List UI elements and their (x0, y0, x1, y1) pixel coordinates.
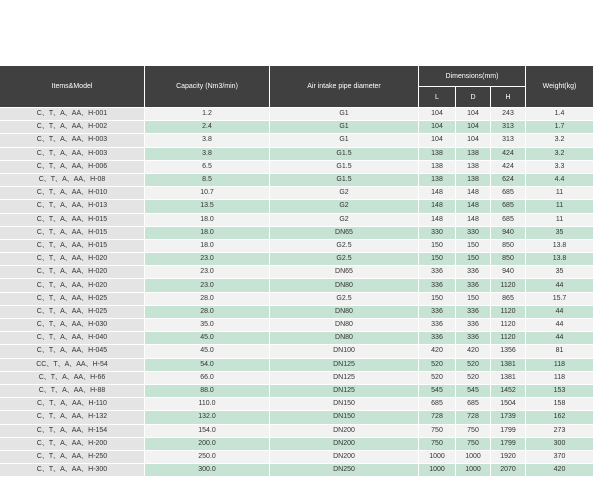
dim-l-cell: 1000 (419, 451, 456, 464)
dim-l-cell: 150 (419, 240, 456, 253)
dim-d-cell: 150 (456, 293, 491, 306)
weight-cell: 11 (526, 200, 594, 213)
dim-d-cell: 150 (456, 240, 491, 253)
dim-l-cell: 520 (419, 372, 456, 385)
capacity-cell: 45.0 (145, 345, 270, 358)
weight-cell: 118 (526, 372, 594, 385)
model-cell: C、T、A、AA、H-020 (0, 279, 145, 292)
spec-table (0, 66, 594, 477)
table-row (0, 227, 594, 240)
dim-d-cell: 104 (456, 108, 491, 121)
dim-h-cell: 424 (491, 161, 526, 174)
dim-d-cell: 336 (456, 266, 491, 279)
table-row (0, 187, 594, 200)
model-cell: C、T、A、AA、H-025 (0, 293, 145, 306)
capacity-cell: 8.5 (145, 174, 270, 187)
dim-d-cell: 520 (456, 372, 491, 385)
dim-h-cell: 313 (491, 121, 526, 134)
capacity-cell: 200.0 (145, 438, 270, 451)
weight-cell: 3.2 (526, 148, 594, 161)
dim-l-cell: 138 (419, 148, 456, 161)
pipe-diameter-cell: DN100 (270, 345, 419, 358)
weight-cell: 44 (526, 332, 594, 345)
pipe-diameter-cell: DN65 (270, 227, 419, 240)
pipe-diameter-cell: DN65 (270, 266, 419, 279)
capacity-cell: 54.0 (145, 359, 270, 372)
table-row (0, 266, 594, 279)
capacity-cell: 18.0 (145, 214, 270, 227)
dim-l-cell: 330 (419, 227, 456, 240)
pipe-diameter-cell: DN80 (270, 319, 419, 332)
table-row (0, 174, 594, 187)
table-row (0, 279, 594, 292)
model-cell: C、T、A、AA、H-015 (0, 227, 145, 240)
weight-cell: 11 (526, 187, 594, 200)
header-items-model: Items&Model (0, 66, 145, 108)
dim-h-cell: 1452 (491, 385, 526, 398)
dim-l-cell: 336 (419, 319, 456, 332)
table-row (0, 306, 594, 319)
dim-h-cell: 1356 (491, 345, 526, 358)
spec-table-container (0, 66, 594, 477)
capacity-cell: 2.4 (145, 121, 270, 134)
dim-l-cell: 545 (419, 385, 456, 398)
pipe-diameter-cell: G1.5 (270, 174, 419, 187)
dim-d-cell: 138 (456, 174, 491, 187)
dim-d-cell: 336 (456, 279, 491, 292)
model-cell: C、T、A、AA、H-08 (0, 174, 145, 187)
dim-h-cell: 1381 (491, 359, 526, 372)
dim-l-cell: 520 (419, 359, 456, 372)
dim-d-cell: 148 (456, 200, 491, 213)
model-cell: C、T、A、AA、H-002 (0, 121, 145, 134)
model-cell: C、T、A、AA、H-132 (0, 411, 145, 424)
capacity-cell: 6.5 (145, 161, 270, 174)
weight-cell: 13.8 (526, 253, 594, 266)
weight-cell: 35 (526, 227, 594, 240)
dim-h-cell: 685 (491, 200, 526, 213)
table-row (0, 214, 594, 227)
pipe-diameter-cell: DN80 (270, 279, 419, 292)
weight-cell: 4.4 (526, 174, 594, 187)
model-cell: C、T、A、AA、H-006 (0, 161, 145, 174)
dim-d-cell: 728 (456, 411, 491, 424)
weight-cell: 11 (526, 214, 594, 227)
table-row (0, 253, 594, 266)
pipe-diameter-cell: G2 (270, 214, 419, 227)
table-row (0, 332, 594, 345)
dim-h-cell: 1799 (491, 425, 526, 438)
table-row (0, 372, 594, 385)
model-cell: C、T、A、AA、H-030 (0, 319, 145, 332)
pipe-diameter-cell: DN200 (270, 425, 419, 438)
dim-d-cell: 545 (456, 385, 491, 398)
model-cell: C、T、A、AA、H-040 (0, 332, 145, 345)
capacity-cell: 66.0 (145, 372, 270, 385)
model-cell: C、T、A、AA、H-015 (0, 240, 145, 253)
dim-l-cell: 750 (419, 425, 456, 438)
model-cell: C、T、A、AA、H-154 (0, 425, 145, 438)
table-row (0, 345, 594, 358)
dim-d-cell: 750 (456, 438, 491, 451)
capacity-cell: 23.0 (145, 266, 270, 279)
dim-l-cell: 336 (419, 279, 456, 292)
dim-l-cell: 148 (419, 187, 456, 200)
capacity-cell: 110.0 (145, 398, 270, 411)
dim-d-cell: 148 (456, 214, 491, 227)
dim-h-cell: 850 (491, 253, 526, 266)
model-cell: CC、T、A、AA、H-54 (0, 359, 145, 372)
capacity-cell: 23.0 (145, 253, 270, 266)
table-row (0, 108, 594, 121)
pipe-diameter-cell: DN125 (270, 359, 419, 372)
dim-d-cell: 336 (456, 306, 491, 319)
dim-h-cell: 940 (491, 266, 526, 279)
dim-l-cell: 336 (419, 306, 456, 319)
dim-d-cell: 1000 (456, 464, 491, 477)
dim-l-cell: 104 (419, 121, 456, 134)
model-cell: C、T、A、AA、H-200 (0, 438, 145, 451)
dim-l-cell: 104 (419, 108, 456, 121)
pipe-diameter-cell: G1.5 (270, 161, 419, 174)
model-cell: C、T、A、AA、H-003 (0, 148, 145, 161)
table-row (0, 148, 594, 161)
weight-cell: 300 (526, 438, 594, 451)
model-cell: C、T、A、AA、H-045 (0, 345, 145, 358)
dim-l-cell: 148 (419, 214, 456, 227)
dim-d-cell: 104 (456, 134, 491, 147)
table-row (0, 161, 594, 174)
weight-cell: 81 (526, 345, 594, 358)
model-cell: C、T、A、AA、H-015 (0, 214, 145, 227)
pipe-diameter-cell: DN125 (270, 385, 419, 398)
weight-cell: 162 (526, 411, 594, 424)
capacity-cell: 28.0 (145, 306, 270, 319)
dim-h-cell: 1739 (491, 411, 526, 424)
dim-l-cell: 420 (419, 345, 456, 358)
pipe-diameter-cell: G2.5 (270, 240, 419, 253)
table-row (0, 464, 594, 477)
weight-cell: 1.4 (526, 108, 594, 121)
dim-d-cell: 1000 (456, 451, 491, 464)
weight-cell: 44 (526, 319, 594, 332)
table-row (0, 398, 594, 411)
capacity-cell: 132.0 (145, 411, 270, 424)
model-cell: C、T、A、AA、H-300 (0, 464, 145, 477)
dim-h-cell: 850 (491, 240, 526, 253)
dim-l-cell: 150 (419, 293, 456, 306)
capacity-cell: 154.0 (145, 425, 270, 438)
weight-cell: 3.2 (526, 134, 594, 147)
dim-h-cell: 1504 (491, 398, 526, 411)
dim-h-cell: 243 (491, 108, 526, 121)
model-cell: C、T、A、AA、H-010 (0, 187, 145, 200)
dim-h-cell: 940 (491, 227, 526, 240)
header-dimensions: Dimensions(mm) (419, 66, 526, 87)
table-row (0, 240, 594, 253)
pipe-diameter-cell: G2.5 (270, 293, 419, 306)
table-row (0, 385, 594, 398)
header-air-intake: Air intake pipe diameter (270, 66, 419, 108)
weight-cell: 153 (526, 385, 594, 398)
dim-h-cell: 1120 (491, 332, 526, 345)
dim-h-cell: 1120 (491, 279, 526, 292)
dim-d-cell: 104 (456, 121, 491, 134)
weight-cell: 44 (526, 306, 594, 319)
dim-l-cell: 138 (419, 174, 456, 187)
table-row (0, 359, 594, 372)
dim-l-cell: 336 (419, 332, 456, 345)
dim-h-cell: 1120 (491, 306, 526, 319)
capacity-cell: 300.0 (145, 464, 270, 477)
capacity-cell: 10.7 (145, 187, 270, 200)
weight-cell: 273 (526, 425, 594, 438)
capacity-cell: 28.0 (145, 293, 270, 306)
dim-d-cell: 336 (456, 319, 491, 332)
header-row-1 (0, 66, 594, 87)
dim-h-cell: 1920 (491, 451, 526, 464)
pipe-diameter-cell: DN80 (270, 306, 419, 319)
weight-cell: 3.3 (526, 161, 594, 174)
capacity-cell: 1.2 (145, 108, 270, 121)
weight-cell: 1.7 (526, 121, 594, 134)
dim-h-cell: 1120 (491, 319, 526, 332)
dim-d-cell: 336 (456, 332, 491, 345)
dim-d-cell: 148 (456, 187, 491, 200)
dim-d-cell: 750 (456, 425, 491, 438)
dim-d-cell: 330 (456, 227, 491, 240)
pipe-diameter-cell: G1 (270, 108, 419, 121)
table-row (0, 411, 594, 424)
capacity-cell: 88.0 (145, 385, 270, 398)
dim-h-cell: 1381 (491, 372, 526, 385)
dim-d-cell: 150 (456, 253, 491, 266)
dim-l-cell: 104 (419, 134, 456, 147)
pipe-diameter-cell: G2 (270, 187, 419, 200)
weight-cell: 15.7 (526, 293, 594, 306)
model-cell: C、T、A、AA、H-250 (0, 451, 145, 464)
dim-d-cell: 138 (456, 161, 491, 174)
pipe-diameter-cell: G1.5 (270, 148, 419, 161)
table-row (0, 425, 594, 438)
model-cell: C、T、A、AA、H-110 (0, 398, 145, 411)
model-cell: C、T、A、AA、H-001 (0, 108, 145, 121)
weight-cell: 420 (526, 464, 594, 477)
dim-d-cell: 420 (456, 345, 491, 358)
dim-d-cell: 138 (456, 148, 491, 161)
weight-cell: 118 (526, 359, 594, 372)
capacity-cell: 35.0 (145, 319, 270, 332)
table-row (0, 200, 594, 213)
capacity-cell: 23.0 (145, 279, 270, 292)
dim-d-cell: 520 (456, 359, 491, 372)
pipe-diameter-cell: DN150 (270, 398, 419, 411)
pipe-diameter-cell: G2.5 (270, 253, 419, 266)
model-cell: C、T、A、AA、H-020 (0, 266, 145, 279)
table-row (0, 438, 594, 451)
capacity-cell: 13.5 (145, 200, 270, 213)
model-cell: C、T、A、AA、H-025 (0, 306, 145, 319)
dim-l-cell: 728 (419, 411, 456, 424)
weight-cell: 35 (526, 266, 594, 279)
table-row (0, 134, 594, 147)
table-row (0, 451, 594, 464)
header-weight: Weight(kg) (526, 66, 594, 108)
header-dim-h: H (491, 87, 526, 108)
table-row (0, 319, 594, 332)
dim-l-cell: 148 (419, 200, 456, 213)
model-cell: C、T、A、AA、H-66 (0, 372, 145, 385)
capacity-cell: 18.0 (145, 240, 270, 253)
capacity-cell: 3.8 (145, 148, 270, 161)
pipe-diameter-cell: DN150 (270, 411, 419, 424)
pipe-diameter-cell: DN125 (270, 372, 419, 385)
weight-cell: 158 (526, 398, 594, 411)
header-dim-d: D (456, 87, 491, 108)
dim-h-cell: 624 (491, 174, 526, 187)
header-dim-l: L (419, 87, 456, 108)
pipe-diameter-cell: DN200 (270, 438, 419, 451)
pipe-diameter-cell: DN200 (270, 451, 419, 464)
model-cell: C、T、A、AA、H-013 (0, 200, 145, 213)
model-cell: C、T、A、AA、H-020 (0, 253, 145, 266)
table-row (0, 293, 594, 306)
pipe-diameter-cell: DN250 (270, 464, 419, 477)
pipe-diameter-cell: G1 (270, 134, 419, 147)
dim-h-cell: 2070 (491, 464, 526, 477)
weight-cell: 370 (526, 451, 594, 464)
pipe-diameter-cell: DN80 (270, 332, 419, 345)
capacity-cell: 18.0 (145, 227, 270, 240)
weight-cell: 13.8 (526, 240, 594, 253)
dim-h-cell: 865 (491, 293, 526, 306)
dim-l-cell: 1000 (419, 464, 456, 477)
spec-table-body (0, 108, 594, 477)
pipe-diameter-cell: G2 (270, 200, 419, 213)
model-cell: C、T、A、AA、H-88 (0, 385, 145, 398)
dim-h-cell: 685 (491, 214, 526, 227)
weight-cell: 44 (526, 279, 594, 292)
header-capacity: Capacity (Nm3/min) (145, 66, 270, 108)
dim-l-cell: 336 (419, 266, 456, 279)
dim-h-cell: 313 (491, 134, 526, 147)
dim-l-cell: 150 (419, 253, 456, 266)
table-row (0, 121, 594, 134)
capacity-cell: 3.8 (145, 134, 270, 147)
capacity-cell: 250.0 (145, 451, 270, 464)
dim-h-cell: 424 (491, 148, 526, 161)
dim-l-cell: 685 (419, 398, 456, 411)
dim-d-cell: 685 (456, 398, 491, 411)
dim-h-cell: 685 (491, 187, 526, 200)
dim-h-cell: 1799 (491, 438, 526, 451)
pipe-diameter-cell: G1 (270, 121, 419, 134)
model-cell: C、T、A、AA、H-003 (0, 134, 145, 147)
capacity-cell: 45.0 (145, 332, 270, 345)
dim-l-cell: 138 (419, 161, 456, 174)
dim-l-cell: 750 (419, 438, 456, 451)
